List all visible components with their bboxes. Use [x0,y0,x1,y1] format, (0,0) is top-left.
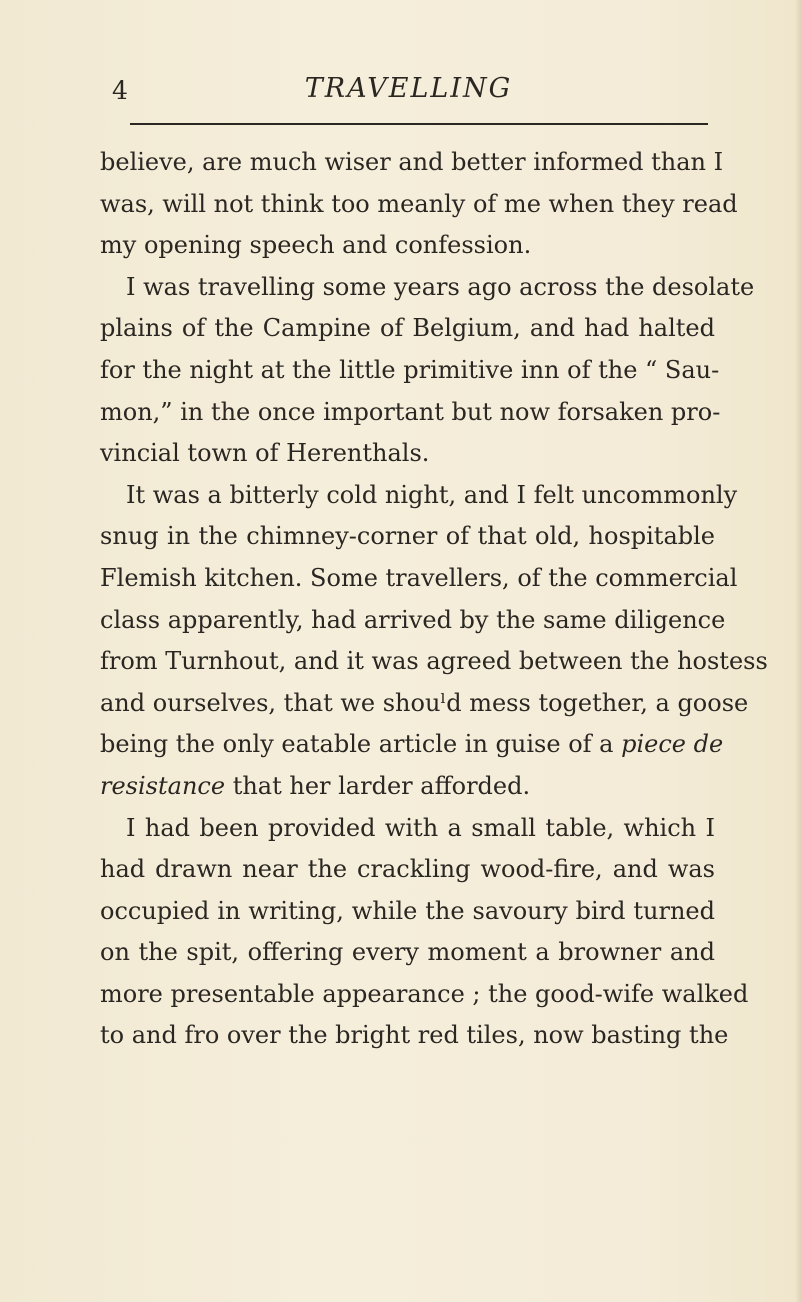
text-line: class apparently, had arrived by the same diligence [100,605,726,634]
text-line: I had been provided with a small table, which I [126,813,715,842]
page-edge-shadow [795,0,801,1302]
text-line: It was a bitterly cold night, and I felt uncommonly [126,480,738,509]
text-line [100,766,715,808]
text-segment: that her larder afforded. [232,771,531,800]
body-text [100,142,768,1057]
text-line: snug in the chimney-corner of that old, hospitable [100,522,715,551]
text-line: Flemish kitchen. Some travellers, of the commercial [100,563,738,592]
text-line: for the night at the little primitive inn of the “ Sau- [100,355,720,384]
running-head: TRAVELLING [304,73,513,104]
text-line: more presentable appearance ; the good-wife walked [100,979,749,1008]
text-line: had drawn near the crackling wood-fire, and was [100,855,715,884]
text-line: vincial town of Herenthals. [100,439,430,468]
italic-phrase: piece de [621,730,724,759]
text-line: mon,” in the once important but now forsaken pro- [100,397,721,426]
text-line: believe, are much wiser and better informed than I [100,148,724,176]
text-line: was, will not think too meanly of me when they read [100,189,738,218]
header-rule [130,123,708,125]
text-line: my opening speech and confession. [100,231,532,260]
text-segment: being the only eatable article in guise of a [100,730,614,759]
text-line: to and fro over the bright red tiles, now basting the [100,1021,729,1050]
page-number: 4 [112,76,128,105]
text-line: and ourselves, that we shouˡd mess together, a goose [100,688,749,717]
text-line: I was travelling some years ago across the desolate [126,272,755,301]
text-line: from Turnhout, and it was agreed between the hostess [100,647,768,676]
italic-phrase: resistance [100,771,226,800]
text-line [100,724,724,766]
text-line: on the spit, offering every moment a browner and [100,938,715,967]
text-line: plains of the Campine of Belgium, and had halted [100,314,715,343]
text-line: occupied in writing, while the savoury bird turned [100,896,715,925]
